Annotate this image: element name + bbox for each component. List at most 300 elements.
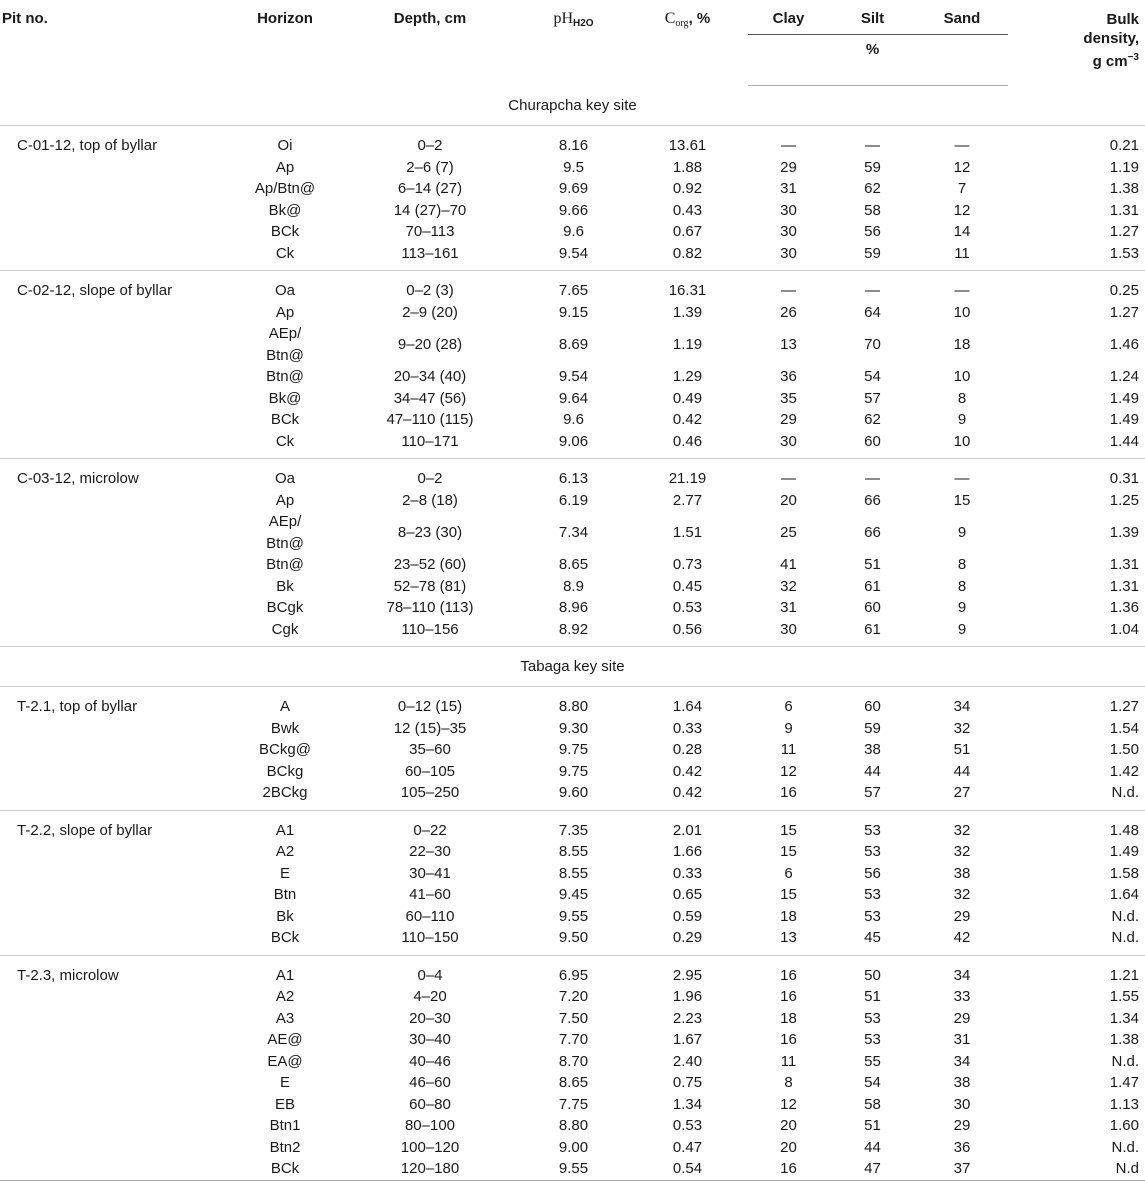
cell-depth: 70–113 [405, 223, 455, 240]
cell-horizon: BCk [270, 411, 300, 428]
cell-clay: 18 [780, 907, 797, 925]
cell-depth: 47–110 (115) [386, 411, 474, 428]
cell-depth: 0–2 (3) [406, 282, 454, 299]
pit-label [0, 302, 230, 324]
cell-horizon: BCk [230, 1158, 340, 1180]
cell-ph: 9.55 [558, 907, 589, 925]
pit-label [0, 388, 230, 410]
table-row [0, 459, 1145, 490]
cell-ph: 8.9 [563, 577, 584, 595]
cell-ph: 9.54 [558, 368, 589, 385]
cell-silt: 59 [829, 243, 916, 271]
pit-label [0, 243, 230, 271]
cell-silt: 47 [829, 1158, 916, 1180]
cell-horizon: Ap [275, 491, 295, 509]
cell-ph: 6.13 [558, 470, 589, 487]
header-depth: Depth, cm [393, 10, 467, 27]
cell-ph: 9.50 [520, 927, 627, 955]
cell-silt: — [865, 470, 880, 487]
cell-clay: 25 [780, 523, 797, 541]
header-percent: % [829, 35, 916, 86]
cell-clay: 32 [780, 577, 797, 595]
table-row [0, 1094, 1145, 1116]
cell-depth: 0–12 (15) [397, 698, 463, 715]
cell-clay: 20 [780, 1117, 797, 1134]
cell-ph: 8.16 [558, 137, 589, 154]
cell-bulk-density: 1.44 [1008, 431, 1145, 459]
cell-horizon: E [279, 864, 290, 882]
pit-label [0, 1158, 230, 1180]
cell-bulk-density: 1.19 [1109, 158, 1139, 176]
cell-silt: 64 [864, 303, 881, 321]
cell-horizon: Bk@ [268, 389, 302, 407]
cell-bulk-density: 0.31 [1109, 470, 1139, 487]
table-row [0, 511, 1145, 554]
cell-ph: 7.70 [558, 1031, 589, 1048]
cell-clay: 6 [784, 698, 793, 715]
pit-label: T-2.2, slope of byllar [17, 821, 153, 839]
table-row [0, 619, 1145, 647]
pit-label [0, 884, 230, 906]
cell-silt: 50 [864, 966, 881, 984]
cell-clay: 16 [780, 1031, 797, 1048]
table-row [0, 718, 1145, 740]
cell-silt: 54 [864, 368, 881, 385]
cell-horizon: Cgk [230, 619, 340, 647]
cell-depth: 2–9 (20) [402, 303, 458, 321]
pit-label [0, 366, 230, 388]
pit-label [0, 200, 230, 222]
site-heading-row [0, 86, 1145, 126]
cell-clay: 30 [780, 201, 797, 219]
cell-clay: 20 [780, 491, 797, 509]
cell-depth: 40–46 [409, 1052, 451, 1070]
table-row [0, 986, 1145, 1008]
cell-clay: 30 [748, 243, 829, 271]
cell-corg: 2.95 [672, 966, 703, 984]
cell-clay: 15 [780, 843, 797, 860]
cell-depth: 2–8 (18) [402, 491, 458, 509]
pit-label [0, 178, 230, 200]
pit-label [0, 490, 230, 512]
table-row [0, 200, 1145, 222]
cell-ph: 9.75 [558, 741, 589, 758]
cell-sand: 10 [916, 431, 1008, 459]
cell-ph: 8.55 [558, 864, 589, 882]
cell-ph: 8.65 [558, 1074, 589, 1091]
cell-silt: 59 [864, 719, 881, 737]
table-row [0, 323, 1145, 366]
cell-horizon: E [279, 1074, 290, 1091]
cell-corg: 1.39 [672, 303, 703, 321]
cell-sand: 33 [953, 988, 971, 1005]
cell-clay: 6 [784, 864, 793, 882]
cell-depth: 8–23 (30) [397, 523, 463, 541]
cell-sand: 15 [953, 491, 971, 509]
cell-ph: 9.45 [558, 886, 589, 903]
cell-ph: 8.69 [558, 335, 589, 353]
table-row [0, 739, 1145, 761]
cell-ph: 8.80 [558, 1117, 589, 1134]
cell-ph: 8.70 [558, 1052, 589, 1070]
cell-silt: 58 [864, 1095, 881, 1113]
cell-depth: 20–34 (40) [393, 368, 467, 385]
cell-corg: 0.42 [672, 762, 703, 780]
cell-sand: 27 [916, 782, 1008, 810]
cell-silt: — [865, 282, 880, 299]
table-row [0, 302, 1145, 324]
cell-depth: 9–20 (28) [397, 335, 463, 353]
cell-clay: 41 [780, 556, 797, 573]
cell-depth: 23–52 (60) [393, 556, 467, 573]
cell-corg: 2.77 [672, 491, 703, 509]
cell-bulk-density: 1.31 [1109, 577, 1139, 595]
pit-label [0, 1008, 230, 1030]
cell-ph: 8.92 [520, 619, 627, 647]
cell-bulk-density: 1.13 [1109, 1095, 1139, 1113]
header-clay: Clay [748, 0, 829, 35]
cell-corg: 0.53 [672, 1117, 703, 1134]
cell-corg: 1.29 [672, 368, 703, 385]
cell-clay: 30 [748, 619, 829, 647]
cell-ph: 7.34 [558, 523, 589, 541]
cell-bulk-density: 1.53 [1008, 243, 1145, 271]
cell-horizon: BCk [230, 927, 340, 955]
header-bulk-density [1008, 0, 1145, 86]
cell-depth: 6–14 (27) [397, 180, 463, 197]
cell-ph: 9.6 [563, 223, 584, 240]
cell-sand: 9 [916, 619, 1008, 647]
cell-horizon: Btn2 [269, 1138, 301, 1156]
cell-corg: 0.28 [672, 741, 703, 758]
cell-clay: 16 [748, 1158, 829, 1180]
cell-sand: 12 [953, 158, 971, 176]
pit-label: T-2.3, microlow [17, 966, 119, 984]
cell-clay: 29 [780, 411, 797, 428]
site-heading: Churapcha key site [0, 86, 1145, 126]
cell-bulk-density: N.d. [1008, 927, 1145, 955]
table-row [0, 906, 1145, 928]
cell-bulk-density: 1.31 [1109, 556, 1139, 573]
cell-corg: 1.34 [672, 1095, 703, 1113]
pit-label [0, 409, 230, 431]
cell-ph: 9.69 [558, 180, 589, 197]
pit-label [0, 323, 230, 366]
cell-corg: 0.73 [672, 556, 703, 573]
cell-clay: — [781, 137, 796, 154]
pit-label [0, 576, 230, 598]
cell-corg: 0.29 [627, 927, 748, 955]
cell-horizon: BCkg [266, 762, 304, 780]
cell-corg: 13.61 [668, 137, 707, 154]
cell-bulk-density: N.d. [1111, 1052, 1139, 1070]
cell-horizon: A2 [275, 988, 295, 1005]
cell-corg: 0.53 [672, 599, 703, 616]
cell-corg: 2.40 [672, 1052, 703, 1070]
cell-sand: 34 [953, 1052, 971, 1070]
cell-bulk-density: 1.54 [1109, 719, 1139, 737]
cell-corg: 0.49 [672, 389, 703, 407]
cell-ph: 7.65 [558, 282, 589, 299]
table-row [0, 597, 1145, 619]
cell-silt: 58 [864, 201, 881, 219]
cell-depth: 78–110 (113) [386, 599, 474, 616]
cell-ph: 9.75 [558, 762, 589, 780]
table-row [0, 178, 1145, 200]
cell-sand: 8 [957, 389, 967, 407]
cell-sand: 18 [953, 335, 971, 353]
cell-depth: 35–60 [409, 741, 451, 758]
cell-depth: 113–161 [340, 243, 520, 271]
cell-corg: 0.67 [672, 223, 703, 240]
cell-corg: 0.42 [627, 782, 748, 810]
cell-depth: 34–47 (56) [393, 389, 467, 407]
cell-silt: 62 [864, 180, 881, 197]
cell-horizon: AE@ [267, 1031, 303, 1048]
table-row [0, 388, 1145, 410]
cell-bulk-density: 1.49 [1109, 389, 1139, 407]
cell-silt: 51 [864, 1117, 881, 1134]
cell-sand: 11 [916, 243, 1008, 271]
cell-ph: 9.5 [563, 158, 584, 176]
table-row [0, 1158, 1145, 1180]
cell-depth: 41–60 [409, 886, 451, 903]
cell-bulk-density: 1.58 [1109, 864, 1139, 882]
cell-ph: 7.20 [558, 988, 589, 1005]
cell-silt: 66 [864, 491, 881, 509]
cell-silt: 61 [864, 577, 881, 595]
cell-clay: 16 [780, 966, 797, 984]
cell-bulk-density: 0.25 [1109, 282, 1139, 299]
cell-silt: 51 [864, 556, 881, 573]
cell-depth: 46–60 [409, 1074, 451, 1091]
site-heading: Tabaga key site [0, 647, 1145, 687]
cell-depth: 60–105 [404, 762, 456, 780]
table-row [0, 955, 1145, 986]
cell-corg: 0.75 [672, 1074, 703, 1091]
cell-depth: 30–41 [409, 864, 451, 882]
header-ph [520, 0, 627, 86]
header-silt: Silt [829, 0, 916, 35]
cell-clay: 35 [780, 389, 797, 407]
cell-corg: 0.56 [627, 619, 748, 647]
cell-corg: 0.43 [672, 201, 703, 219]
cell-corg: 1.51 [672, 523, 703, 541]
cell-silt: 51 [864, 988, 881, 1005]
table-row [0, 884, 1145, 906]
cell-horizon: A3 [275, 1009, 295, 1027]
table-row [0, 863, 1145, 885]
table-row [0, 554, 1145, 576]
header-corg-unit: , % [688, 10, 711, 27]
cell-corg: 2.01 [672, 821, 703, 839]
cell-ph: 9.00 [558, 1138, 589, 1156]
cell-horizon: Bk [276, 907, 294, 925]
cell-depth: 0–22 [413, 821, 447, 839]
cell-corg: 16.31 [668, 282, 707, 299]
cell-sand: 7 [957, 180, 967, 197]
cell-depth: 12 (15)–35 [393, 719, 467, 737]
table-row [0, 126, 1145, 157]
cell-corg: 0.59 [672, 907, 703, 925]
cell-sand: 29 [953, 907, 971, 925]
cell-silt: 61 [829, 619, 916, 647]
header-bulk-line2: density, [1083, 30, 1139, 47]
cell-ph: 8.55 [558, 843, 589, 860]
cell-ph: 9.06 [520, 431, 627, 459]
cell-horizon: BCkg@ [259, 741, 311, 758]
table-row [0, 576, 1145, 598]
table-row [0, 366, 1145, 388]
cell-depth: 110–171 [340, 431, 520, 459]
cell-silt: 62 [864, 411, 881, 428]
cell-depth: 80–100 [404, 1117, 456, 1134]
cell-depth: 110–150 [340, 927, 520, 955]
cell-sand: 34 [953, 966, 971, 984]
pit-label [0, 782, 230, 810]
cell-clay: 11 [780, 741, 797, 758]
pit-label [0, 1137, 230, 1159]
pit-label [0, 906, 230, 928]
pit-label [0, 739, 230, 761]
cell-corg: 0.47 [672, 1138, 703, 1156]
cell-silt: 56 [864, 864, 881, 882]
cell-bulk-density: 1.27 [1109, 303, 1139, 321]
cell-horizon: EB [274, 1095, 295, 1113]
cell-sand: 32 [953, 886, 971, 903]
cell-ph: 9.15 [558, 303, 589, 321]
cell-clay: 18 [780, 1009, 797, 1027]
cell-bulk-density: 1.64 [1109, 886, 1139, 903]
cell-silt: 53 [864, 1031, 881, 1048]
pit-label [0, 1029, 230, 1051]
table-row [0, 1137, 1145, 1159]
pit-label [0, 157, 230, 179]
pit-label: T-2.1, top of byllar [17, 698, 138, 715]
cell-bulk-density: 1.55 [1109, 988, 1139, 1005]
cell-bulk-density: N.d. [1111, 907, 1139, 925]
header-sand: Sand [916, 0, 1008, 35]
cell-sand: 10 [953, 303, 971, 321]
cell-bulk-density: 1.24 [1109, 368, 1139, 385]
cell-depth: 0–4 [417, 966, 443, 984]
cell-sand: 8 [957, 577, 967, 595]
pit-label [0, 431, 230, 459]
cell-ph: 9.64 [558, 389, 589, 407]
cell-corg: 0.45 [672, 577, 703, 595]
cell-horizon: BCgk [266, 599, 304, 616]
cell-sand: 9 [957, 411, 967, 428]
table-row [0, 761, 1145, 783]
table-row [0, 687, 1145, 718]
cell-horizon: A2 [275, 843, 295, 860]
header-ph-sub: H2O [573, 18, 594, 29]
cell-corg: 0.46 [627, 431, 748, 459]
cell-corg: 0.33 [672, 864, 703, 882]
cell-ph: 9.30 [558, 719, 589, 737]
unit-exponent: −3 [1127, 52, 1139, 63]
cell-sand: 32 [953, 843, 971, 860]
cell-corg: 1.67 [672, 1031, 703, 1048]
cell-bulk-density: 1.47 [1109, 1074, 1139, 1091]
cell-silt: 60 [864, 698, 881, 715]
cell-corg: 1.96 [672, 988, 703, 1005]
cell-horizon: Ap [275, 158, 295, 176]
pit-label [0, 986, 230, 1008]
cell-clay: — [781, 282, 796, 299]
cell-corg: 1.19 [672, 335, 703, 353]
pit-label [0, 1094, 230, 1116]
cell-sand: 10 [953, 368, 971, 385]
pit-label [0, 1051, 230, 1073]
table-header [0, 0, 1145, 86]
cell-clay: 13 [780, 335, 797, 353]
cell-ph: 8.96 [558, 599, 589, 616]
cell-sand: 31 [953, 1031, 971, 1048]
cell-silt: 59 [864, 158, 881, 176]
cell-sand: 44 [953, 762, 971, 780]
pit-label [0, 597, 230, 619]
cell-bulk-density: 1.49 [1109, 411, 1139, 428]
cell-ph: 6.95 [558, 966, 589, 984]
cell-depth: 20–30 [409, 1009, 451, 1027]
cell-sand: 37 [916, 1158, 1008, 1180]
cell-corg: 1.66 [672, 843, 703, 860]
cell-bulk-density: 1.04 [1008, 619, 1145, 647]
cell-horizon: Oa [274, 470, 295, 487]
table-row [0, 409, 1145, 431]
cell-horizon: Btn@ [266, 556, 304, 573]
cell-bulk-density: 1.38 [1109, 180, 1139, 197]
cell-depth: 4–20 [413, 988, 447, 1005]
cell-depth: 2–6 (7) [406, 158, 454, 176]
pit-label [0, 841, 230, 863]
cell-ph: 8.65 [558, 556, 589, 573]
table-row [0, 221, 1145, 243]
cell-bulk-density: N.d. [1111, 1138, 1139, 1156]
cell-horizon: Btn@ [266, 368, 304, 385]
cell-silt: 60 [864, 599, 881, 616]
cell-clay: 36 [780, 368, 797, 385]
cell-ph: 9.66 [558, 201, 589, 219]
cell-bulk-density: 1.49 [1109, 843, 1139, 860]
cell-sand: — [954, 282, 970, 299]
cell-horizon: Ck [230, 243, 340, 271]
pit-label [0, 1115, 230, 1137]
table-row [0, 1008, 1145, 1030]
cell-depth: 105–250 [340, 782, 520, 810]
cell-horizon: Bk [276, 577, 294, 595]
cell-sand: 9 [957, 523, 967, 541]
cell-horizon: A [279, 698, 290, 715]
table-row [0, 243, 1145, 271]
cell-ph: 9.6 [563, 411, 584, 428]
table-row [0, 782, 1145, 810]
cell-depth: 60–110 [405, 907, 455, 925]
table-row [0, 1029, 1145, 1051]
cell-horizon: AEp/ Btn@ [266, 325, 304, 364]
cell-sand: 8 [957, 556, 967, 573]
cell-clay: 15 [780, 821, 797, 839]
table-row [0, 841, 1145, 863]
cell-clay: 9 [784, 719, 793, 737]
cell-horizon: 2BCkg [230, 782, 340, 810]
cell-horizon: A1 [275, 966, 295, 984]
cell-depth: 14 (27)–70 [393, 201, 467, 219]
header-corg-main: C [664, 10, 676, 27]
cell-clay: 8 [784, 1074, 793, 1091]
cell-corg: 0.54 [627, 1158, 748, 1180]
